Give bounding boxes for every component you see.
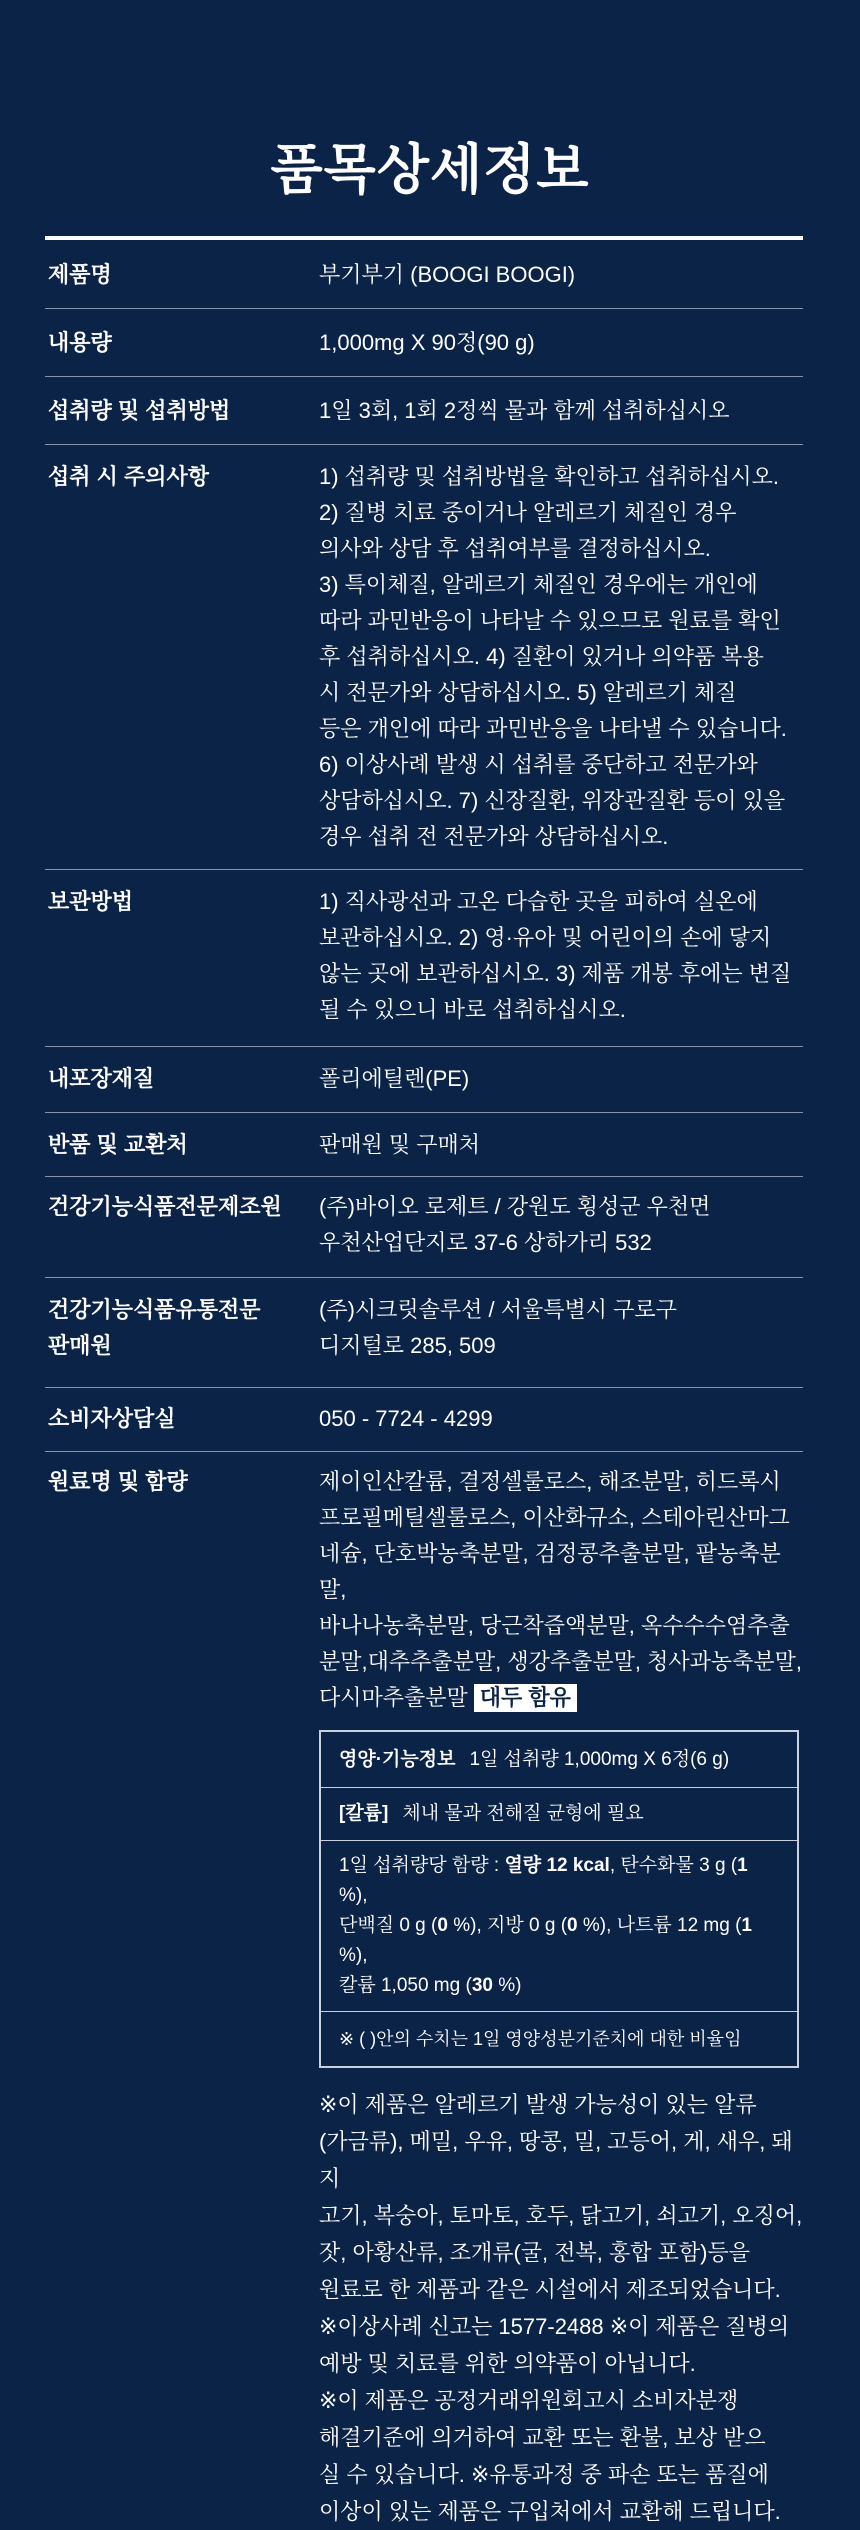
text-line: 1) 직사광선과 고온 다습한 곳을 피하여 실온에 (319, 889, 758, 914)
function-nutrient: [칼륨] (339, 1803, 389, 1824)
ingredient-last: 다시마추출분말 (319, 1685, 468, 1710)
row-value: 판매원 및 구매처 (319, 1132, 480, 1157)
row-value (319, 459, 803, 869)
row-value: 1일 3회, 1회 2정씩 물과 함께 섭취하십시오 (319, 398, 730, 423)
row-label: 섭취량 및 섭취방법 (48, 398, 231, 423)
nutrition-footnote: ※ ( )안의 수치는 1일 영양성분기준치에 대한 비율임 (339, 2029, 742, 2049)
allergen-badge: 대두 함유 (474, 1684, 577, 1712)
row-value: 폴리에틸렌(PE) (319, 1066, 470, 1091)
nutrition-pct: 1 (737, 1855, 748, 1876)
nutrition-text: 단백질 0 g ( (339, 1915, 438, 1936)
text-line: 우천산업단지로 37-6 상하가리 532 (319, 1230, 652, 1255)
nutrition-function (321, 1788, 797, 1841)
text-line: 상담하십시오. 7) 신장질환, 위장관질환 등이 있을 (319, 788, 786, 813)
row-label: 내용량 (48, 330, 112, 355)
text-line: 네슘, 단호박농축분말, 검정콩추출분말, 팥농축분말, (319, 1541, 781, 1602)
product-info-table (45, 236, 803, 2524)
nutrition-box (319, 1730, 799, 2068)
row-storage (45, 870, 803, 1047)
text-line: 3) 특이체질, 알레르기 체질인 경우에는 개인에 (319, 572, 758, 597)
notice-text (319, 2086, 803, 2530)
row-label: 건강기능식품전문제조원 (48, 1194, 282, 1219)
row-value (319, 1189, 803, 1277)
row-manufacturer (45, 1177, 803, 1278)
row-label: 내포장재질 (48, 1066, 155, 1091)
notice-line: ※이 제품은 알레르기 발생 가능성이 있는 알류 (319, 2092, 757, 2117)
nutrition-pct: 0 (437, 1915, 448, 1936)
function-desc: 체내 물과 전해질 균형에 필요 (402, 1803, 644, 1824)
row-label: 소비자상담실 (48, 1406, 176, 1431)
nutrition-text: 1일 섭취량당 함량 : (339, 1855, 505, 1876)
text-line: 6) 이상사례 발생 시 섭취를 중단하고 전문가와 (319, 752, 758, 777)
nutrition-text: 칼륨 1,050 mg ( (339, 1975, 472, 1996)
nutrition-pct: 0 (567, 1915, 578, 1936)
row-packaging (45, 1047, 803, 1113)
nutrition-text: %) (492, 1975, 522, 1996)
nutrition-content (321, 1841, 797, 2012)
nutrition-header-title: 영양·기능정보 (339, 1749, 456, 1770)
nutrition-header (321, 1732, 797, 1788)
text-line: 후 섭취하십시오. 4) 질환이 있거나 의약품 복용 (319, 644, 764, 669)
row-value: 1,000mg X 90정(90 g) (319, 330, 535, 355)
row-product-name (45, 240, 803, 309)
notice-line: ※이 제품은 공정거래위원회고시 소비자분쟁 (319, 2388, 739, 2413)
nutrition-line (339, 1911, 779, 1971)
row-value (319, 1464, 803, 2524)
row-ingredients (45, 1452, 803, 2524)
row-value: 부기부기 (BOOGI BOOGI) (319, 262, 576, 287)
row-label: 섭취 시 주의사항 (48, 464, 209, 489)
text-line: 경우 섭취 전 전문가와 상담하십시오. (319, 824, 669, 849)
text-line: 의사와 상담 후 섭취여부를 결정하십시오. (319, 536, 711, 561)
nutrition-serving: 1일 섭취량 1,000mg X 6정(6 g) (469, 1749, 730, 1770)
row-caution (45, 445, 803, 870)
notice-line: ※이상사례 신고는 1577-2488 ※이 제품은 질병의 (319, 2314, 790, 2339)
nutrition-line (339, 1971, 779, 2001)
text-line: 될 수 있으니 바로 섭취하십시오. (319, 997, 626, 1022)
row-distributor (45, 1278, 803, 1388)
nutrition-text: %), 지방 0 g ( (447, 1915, 568, 1936)
row-intake-method (45, 377, 803, 445)
nutrition-text: , 탄수화물 3 g ( (609, 1855, 738, 1876)
notice-line: 원료로 한 제품과 같은 시설에서 제조되었습니다. (319, 2277, 781, 2302)
label-line: 건강기능식품유통전문 (48, 1297, 261, 1322)
text-line: (주)시크릿솔루션 / 서울특별시 구로구 (319, 1297, 677, 1322)
nutrition-text: %), (339, 1945, 368, 1966)
text-line: 따라 과민반응이 나타날 수 있으므로 원료를 확인 (319, 608, 781, 633)
label-line: 판매원 (48, 1333, 112, 1358)
text-line: 1) 섭취량 및 섭취방법을 확인하고 섭취하십시오. (319, 464, 780, 489)
nutrition-text: %), 나트륨 12 mg ( (577, 1915, 742, 1936)
nutrition-pct: 1 (741, 1915, 752, 1936)
row-volume (45, 309, 803, 377)
row-label: 반품 및 교환처 (48, 1132, 188, 1157)
notice-line: 고기, 복숭아, 토마토, 호두, 닭고기, 쇠고기, 오징어, (319, 2203, 803, 2228)
text-line (319, 1680, 803, 1716)
notice-line: 예방 및 치료를 위한 의약품이 아닙니다. (319, 2351, 696, 2376)
row-customer-service (45, 1388, 803, 1452)
nutrition-text: %), (339, 1885, 368, 1906)
row-value (319, 1292, 803, 1387)
row-label: 제품명 (48, 262, 112, 287)
text-line: 프로필메틸셀룰로스, 이산화규소, 스테아린산마그 (319, 1505, 790, 1530)
nutrition-line (339, 1851, 779, 1911)
text-line: (주)바이오 로제트 / 강원도 횡성군 우천면 (319, 1194, 711, 1219)
text-line: 분말,대추추출분말, 생강추출분말, 청사과농축분말, (319, 1649, 802, 1674)
text-line: 않는 곳에 보관하십시오. 3) 제품 개봉 후에는 변질 (319, 961, 792, 986)
nutrition-pct: 30 (471, 1975, 493, 1996)
notice-line: (가금류), 메밀, 우유, 땅콩, 밀, 고등어, 게, 새우, 돼지 (319, 2129, 793, 2191)
page-title: 품목상세정보 (270, 140, 590, 200)
notice-line: 이상이 있는 제품은 구입처에서 교환해 드립니다. (319, 2499, 781, 2524)
row-value (319, 884, 803, 1046)
text-line: 디지털로 285, 509 (319, 1333, 496, 1358)
text-line: 바나나농축분말, 당근착즙액분말, 옥수수수염추출 (319, 1613, 790, 1638)
row-label: 원료명 및 함량 (48, 1469, 188, 1494)
nutrition-kcal: 열량 12 kcal (504, 1855, 610, 1876)
text-line: 보관하십시오. 2) 영·유아 및 어린이의 손에 닿지 (319, 925, 772, 950)
text-line: 시 전문가와 상담하십시오. 5) 알레르기 체질 (319, 680, 737, 705)
row-value: 050 - 7724 - 4299 (319, 1406, 493, 1431)
row-label (45, 1292, 319, 1387)
notice-line: 해결기준에 의거하여 교환 또는 환불, 보상 받으 (319, 2425, 766, 2450)
row-return (45, 1113, 803, 1177)
text-line: 2) 질병 치료 중이거나 알레르기 체질인 경우 (319, 500, 737, 525)
notice-line: 잣, 아황산류, 조개류(굴, 전복, 홍합 포함)등을 (319, 2240, 750, 2265)
text-line: 제이인산칼륨, 결정셀룰로스, 해조분말, 히드록시 (319, 1469, 781, 1494)
notice-line: 실 수 있습니다. ※유통과정 중 파손 또는 품질에 (319, 2462, 769, 2487)
row-label: 보관방법 (48, 889, 134, 914)
text-line: 등은 개인에 따라 과민반응을 나타낼 수 있습니다. (319, 716, 787, 741)
